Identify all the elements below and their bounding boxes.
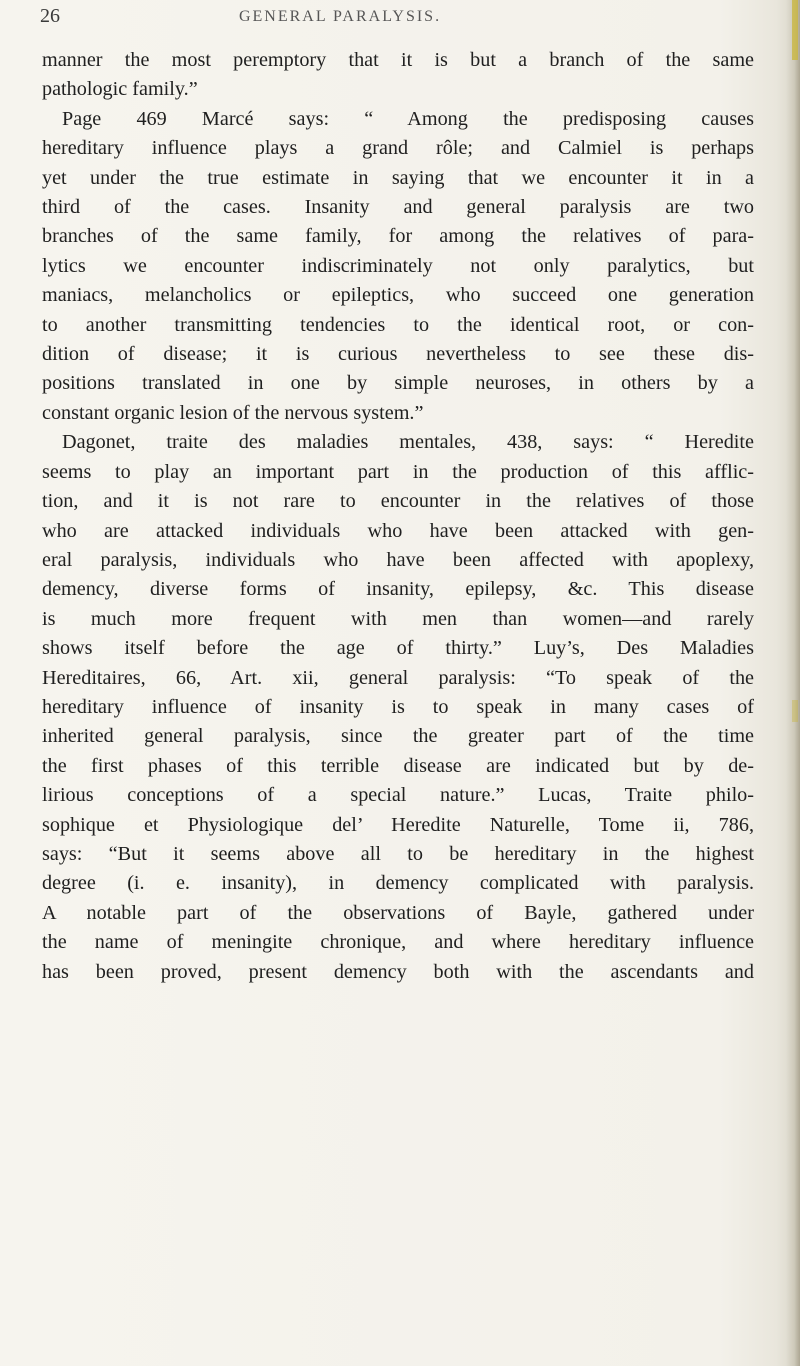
text-line: pathologic family.”	[42, 78, 198, 101]
text-line: hereditary influence of insanity is to speak in many cases of	[42, 695, 754, 718]
text-line: shows itself before the age of thirty.” Luy’s, Des Maladies	[42, 637, 754, 660]
text-line: inherited general paralysis, since the greater part of the time	[42, 725, 754, 748]
text-line: to another transmitting tendencies to the identical root, or con-	[42, 313, 754, 336]
text-line: demency, diverse forms of insanity, epilepsy, &c. This disease	[42, 578, 754, 601]
page-edge-shadow	[786, 0, 800, 1366]
text-line: seems to play an important part in the production of this afflic-	[42, 460, 754, 483]
text-line: third of the cases. Insanity and general paralysis are two	[42, 196, 754, 219]
text-line: positions translated in one by simple neuroses, in others by a	[42, 372, 754, 395]
text-line: is much more frequent with men than women—and rarely	[42, 607, 754, 630]
text-line: Hereditaires, 66, Art. xii, general paralysis: “To speak of the	[42, 666, 754, 689]
text-line: constant organic lesion of the nervous system.”	[42, 401, 424, 424]
text-line: who are attacked individuals who have been attacked with gen-	[42, 519, 754, 542]
text-line: Page 469 Marcé says: “ Among the predisposing causes	[62, 107, 754, 130]
text-line: has been proved, present demency both with the ascendants and	[42, 960, 754, 983]
text-line: Dagonet, traite des maladies mentales, 438, says: “ Heredite	[62, 431, 754, 454]
text-line: branches of the same family, for among the relatives of para-	[42, 225, 754, 248]
text-line: dition of disease; it is curious nevertheless to see these dis-	[42, 343, 754, 366]
page-edge-stain	[792, 0, 798, 60]
running-head: GENERAL PARALYSIS.	[238, 8, 442, 25]
text-line: sophique et Physiologique del’ Heredite Naturelle, Tome ii, 786,	[42, 813, 754, 836]
text-line: lytics we encounter indiscriminately not only paralytics, but	[42, 254, 754, 277]
text-line: maniacs, melancholics or epileptics, who succeed one generation	[42, 284, 754, 307]
page-edge-stain	[792, 700, 798, 722]
text-line: hereditary influence plays a grand rôle; and Calmiel is perhaps	[42, 137, 754, 160]
text-line: tion, and it is not rare to encounter in the relatives of those	[42, 490, 754, 513]
page-header	[40, 2, 760, 34]
text-line: yet under the true estimate in saying that we encounter it in a	[42, 166, 754, 189]
page-number: 26	[40, 5, 60, 27]
text-line: lirious conceptions of a special nature.” Lucas, Traite philo-	[42, 784, 754, 807]
text-line: manner the most peremptory that it is but a branch of the same	[42, 49, 754, 71]
text-line: the name of meningite chronique, and where hereditary influence	[42, 931, 754, 954]
text-line: A notable part of the observations of Bayle, gathered under	[42, 901, 754, 924]
text-line: eral paralysis, individuals who have been affected with apoplexy,	[42, 548, 754, 571]
text-line: the first phases of this terrible disease are indicated but by de-	[42, 754, 754, 777]
text-line: says: “But it seems above all to be hereditary in the highest	[42, 842, 754, 865]
body-text	[42, 46, 754, 987]
text-line: degree (i. e. insanity), in demency complicated with paralysis.	[42, 872, 754, 895]
